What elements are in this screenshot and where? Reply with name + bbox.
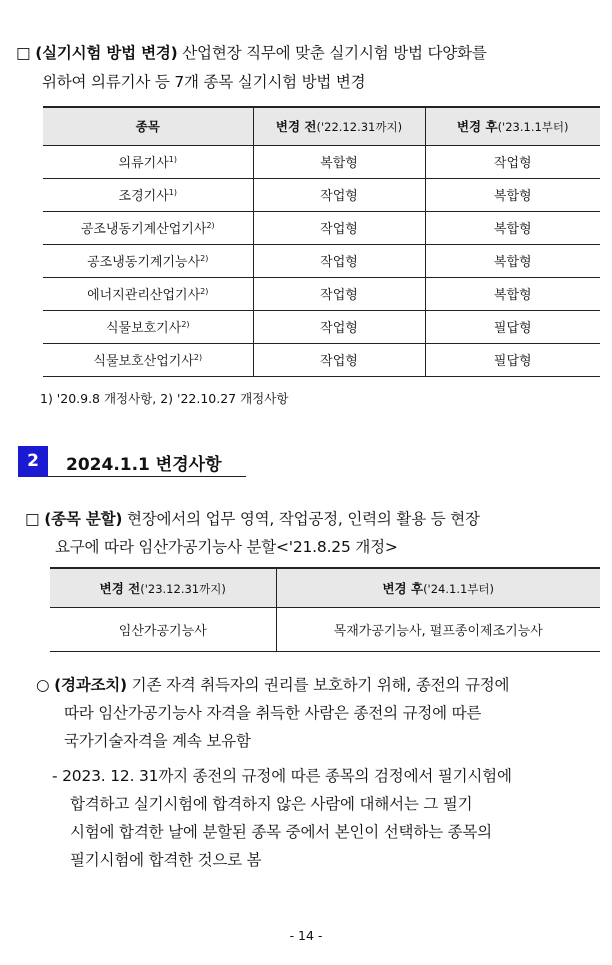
section4-paragraph: [36, 673, 606, 754]
header-subject: 종목: [43, 107, 253, 145]
header-after: 변경 후('23.1.1부터): [425, 107, 600, 145]
table-header-row: [50, 568, 600, 607]
table-row: [43, 277, 600, 310]
subject-name: 의류기사: [118, 156, 169, 171]
cell-after: 복합형: [493, 255, 532, 270]
footnote-marker: 2): [200, 254, 209, 263]
dash-bullet-icon: -: [52, 767, 58, 785]
section5-text-line3: 시험에 합격한 날에 분할된 종목 중에서 본인이 선택하는 종목의: [70, 823, 492, 841]
cell-before: 작업형: [253, 244, 425, 277]
cell-subject: [43, 211, 253, 244]
cell-before: 작업형: [253, 343, 425, 376]
square-bullet-icon: □: [16, 44, 31, 62]
footnote-marker: 1): [168, 155, 177, 164]
section1-text-line2: 위하여 의류기사 등 7개 종목 실기시험 방법 변경: [42, 73, 366, 91]
footnote-marker: 2): [206, 221, 215, 230]
cell-subject: [43, 277, 253, 310]
section1-text-line1: 산업현장 직무에 맞춘 실기시험 방법 다양화를: [177, 44, 487, 62]
page-number: - 14 -: [289, 928, 323, 943]
circle-bullet-icon: ○: [36, 676, 50, 694]
section4-lead: (경과조치): [54, 676, 127, 694]
section3-paragraph: [25, 507, 605, 560]
cell-subject: [43, 178, 253, 211]
square-bullet-icon: □: [25, 510, 40, 528]
section3-text-line1: 현장에서의 업무 영역, 작업공정, 인력의 활용 등 현장: [122, 510, 480, 528]
table-row: [43, 343, 600, 376]
cell-before: 작업형: [253, 211, 425, 244]
subject-split-table: [50, 567, 600, 652]
section5-paragraph: [52, 764, 607, 873]
cell-after: 목재가공기능사, 펄프종이제조기능사: [333, 623, 543, 639]
subject-name: 식물보호기사: [105, 321, 182, 336]
table-row: [43, 178, 600, 211]
exam-method-table: [43, 106, 600, 377]
section-title-underline: [48, 476, 246, 477]
table-header-row: [43, 107, 600, 145]
cell-subject: [43, 343, 253, 376]
footnote-marker: 2): [181, 320, 190, 329]
cell-after: 필답형: [493, 321, 532, 336]
section-number-badge: 2: [18, 446, 48, 477]
cell-subject: [43, 310, 253, 343]
section4-text-line3: 국가기술자격을 계속 보유함: [64, 732, 251, 750]
section1-lead: (실기시험 방법 변경): [35, 44, 178, 62]
cell-after: 복합형: [493, 222, 532, 237]
table-row: [43, 244, 600, 277]
cell-before: 작업형: [253, 277, 425, 310]
subject-name: 공조냉동기계기능사: [87, 255, 201, 270]
header-before: 변경 전('23.12.31까지): [50, 568, 276, 607]
subject-name: 에너지관리산업기사: [87, 288, 201, 303]
cell-subject: [43, 244, 253, 277]
header-after: 변경 후('24.1.1부터): [276, 568, 600, 607]
subject-name: 조경기사: [118, 189, 169, 204]
section5-text-line2: 합격하고 실기시험에 합격하지 않은 사람에 대해서는 그 필기: [70, 795, 473, 813]
footnote-marker: 1): [168, 188, 177, 197]
subject-name: 식물보호산업기사: [93, 354, 194, 369]
table-row: [43, 211, 600, 244]
section4-text-line2: 따라 임산가공기능사 자격을 취득한 사람은 종전의 규정에 따른: [64, 704, 482, 722]
cell-before: 작업형: [253, 178, 425, 211]
cell-before: 작업형: [253, 310, 425, 343]
section3-text-line2: 요구에 따라 임산가공기능사 분할<'21.8.25 개정>: [55, 538, 398, 556]
cell-after: 필답형: [493, 354, 532, 369]
section5-text-line4: 필기시험에 합격한 것으로 봄: [70, 851, 262, 869]
table-row: [43, 145, 600, 178]
section-title: 2024.1.1 변경사항: [66, 455, 222, 475]
cell-before: 임산가공기능사: [50, 607, 276, 651]
header-before: 변경 전('22.12.31까지): [253, 107, 425, 145]
subject-name: 공조냉동기계산업기사: [80, 222, 207, 237]
cell-subject: [43, 145, 253, 178]
section4-text-line1: 기존 자격 취득자의 권리를 보호하기 위해, 종전의 규정에: [126, 676, 510, 694]
section3-lead: (종목 분할): [44, 510, 123, 528]
cell-after: 작업형: [493, 156, 532, 171]
footnote-marker: 2): [200, 287, 209, 296]
table-row: [50, 607, 600, 651]
table-row: [43, 310, 600, 343]
cell-after: 복합형: [493, 288, 532, 303]
table1-footnote: 1) '20.9.8 개정사항, 2) '22.10.27 개정사항: [40, 391, 289, 406]
footnote-marker: 2): [193, 353, 203, 362]
cell-before: 복합형: [253, 145, 425, 178]
section1-paragraph: [16, 41, 606, 95]
cell-after: 복합형: [493, 189, 532, 204]
section5-text-line1: 2023. 12. 31까지 종전의 규정에 따른 종목의 검정에서 필기시험에: [62, 767, 512, 785]
